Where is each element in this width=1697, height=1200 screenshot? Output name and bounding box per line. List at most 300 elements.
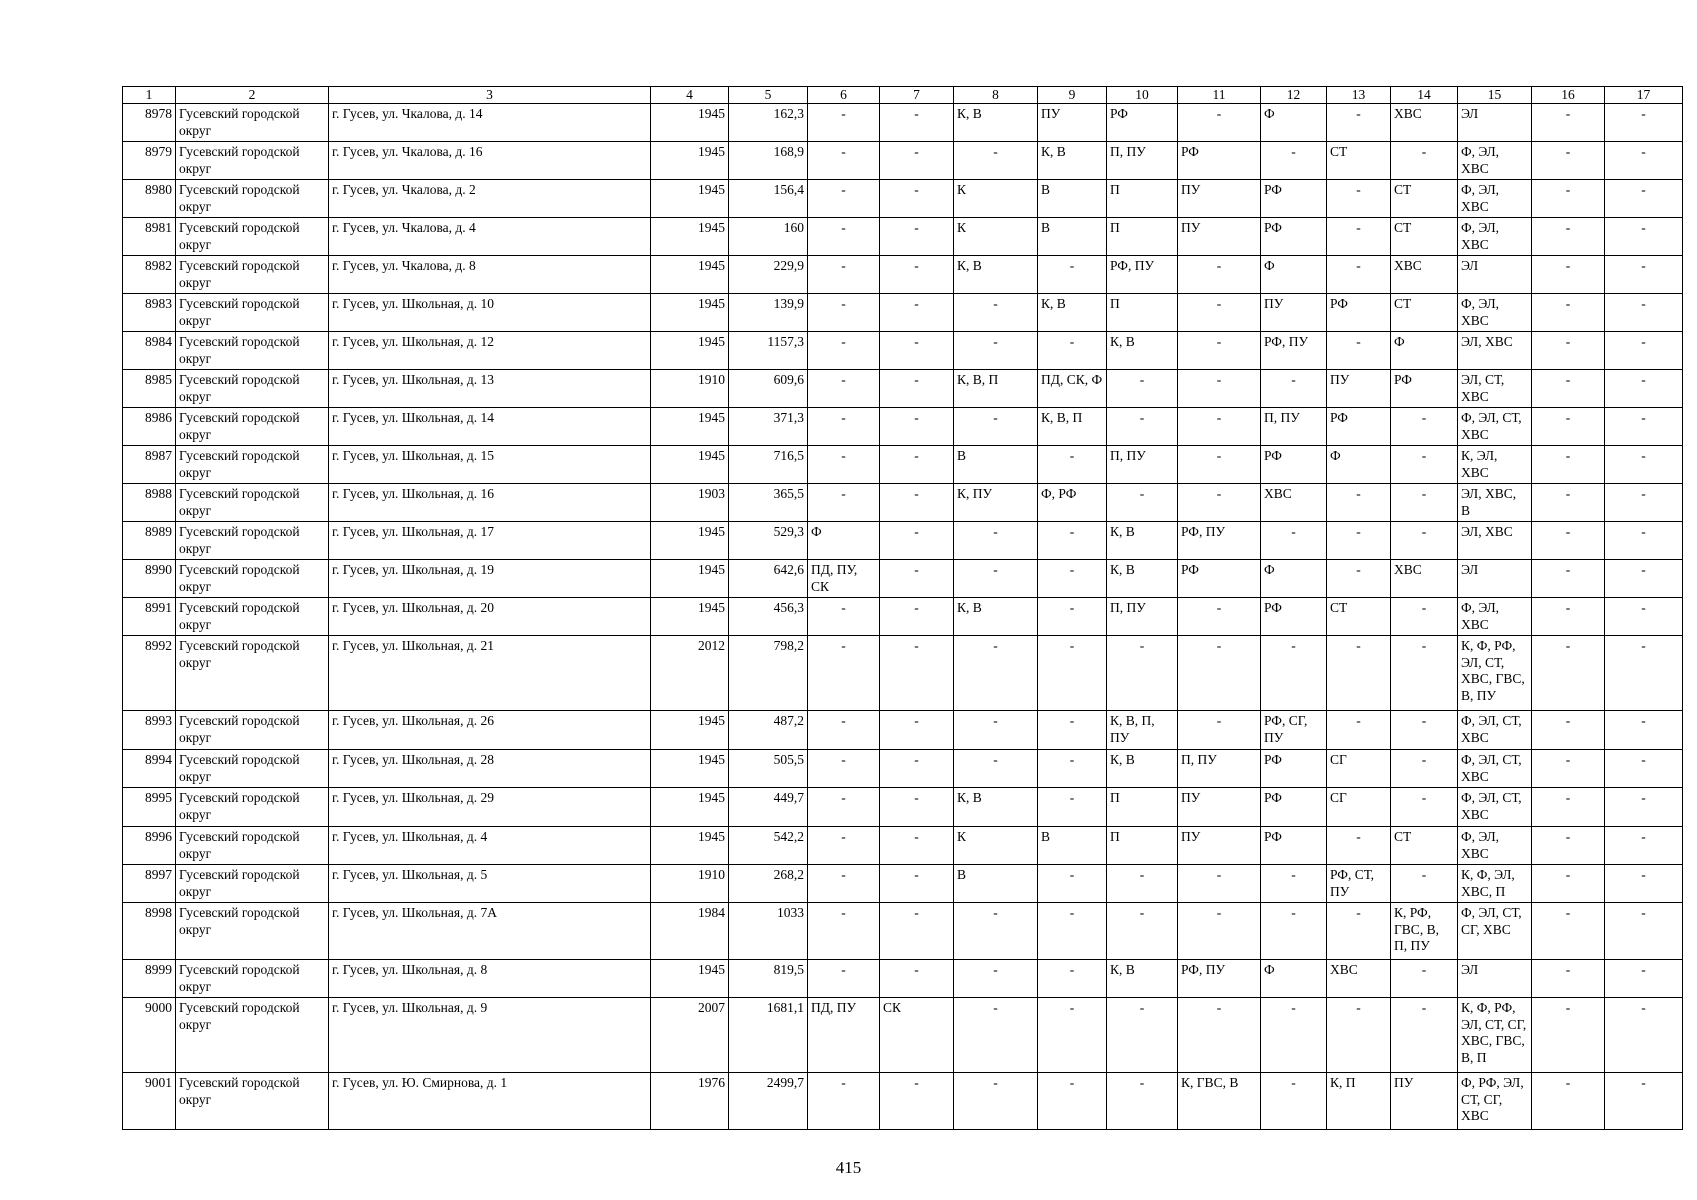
table-cell: -: [1605, 903, 1683, 960]
table-cell: 542,2: [729, 827, 808, 865]
table-cell: г. Гусев, ул. Школьная, д. 8: [329, 960, 651, 998]
table-cell: Ф: [1261, 104, 1327, 142]
table-cell: -: [1391, 788, 1458, 827]
table-cell: -: [1391, 960, 1458, 998]
page-number: 415: [835, 1158, 862, 1177]
table-cell: -: [1605, 332, 1683, 370]
table-cell: Гусевский городской округ: [176, 636, 329, 711]
table-cell: 8997: [123, 865, 176, 903]
table-cell: -: [1532, 180, 1605, 218]
table-cell: -: [1391, 446, 1458, 484]
table-cell: -: [1532, 998, 1605, 1073]
table-cell: -: [1532, 598, 1605, 636]
table-cell: -: [954, 560, 1038, 598]
table-cell: 156,4: [729, 180, 808, 218]
table-cell: -: [880, 408, 954, 446]
table-cell: К, В, П: [954, 370, 1038, 408]
table-row: [123, 998, 1683, 1073]
table-cell: 1910: [651, 865, 729, 903]
table-cell: -: [1532, 370, 1605, 408]
table-cell: -: [954, 711, 1038, 750]
table-cell: -: [1391, 522, 1458, 560]
table-cell: -: [1605, 180, 1683, 218]
table-cell: 8983: [123, 294, 176, 332]
table-cell: ЭЛ: [1458, 256, 1532, 294]
table-cell: -: [1178, 865, 1261, 903]
table-cell: -: [880, 711, 954, 750]
table-cell: К, В: [1107, 332, 1178, 370]
table-cell: -: [880, 1073, 954, 1130]
table-cell: -: [1391, 408, 1458, 446]
table-cell: -: [808, 332, 880, 370]
table-cell: Гусевский городской округ: [176, 332, 329, 370]
table-cell: -: [1038, 865, 1107, 903]
table-cell: Гусевский городской округ: [176, 218, 329, 256]
column-header: 2: [176, 87, 329, 104]
table-cell: г. Гусев, ул. Школьная, д. 16: [329, 484, 651, 522]
table-cell: -: [1605, 598, 1683, 636]
table-cell: 8994: [123, 750, 176, 788]
table-cell: -: [1038, 1073, 1107, 1130]
table-cell: г. Гусев, ул. Школьная, д. 7А: [329, 903, 651, 960]
table-cell: К, Ф, РФ, ЭЛ, СТ, СГ, ХВС, ГВС, В, П: [1458, 998, 1532, 1073]
table-cell: СГ: [1327, 788, 1391, 827]
column-header: 16: [1532, 87, 1605, 104]
table-cell: 1033: [729, 903, 808, 960]
table-cell: 8988: [123, 484, 176, 522]
table-cell: Гусевский городской округ: [176, 711, 329, 750]
table-cell: 8990: [123, 560, 176, 598]
table-cell: -: [880, 903, 954, 960]
table-cell: г. Гусев, ул. Чкалова, д. 16: [329, 142, 651, 180]
table-cell: г. Гусев, ул. Школьная, д. 17: [329, 522, 651, 560]
table-cell: РФ: [1327, 408, 1391, 446]
table-cell: -: [1532, 256, 1605, 294]
table-cell: Гусевский городской округ: [176, 104, 329, 142]
table-cell: -: [880, 636, 954, 711]
table-cell: РФ: [1178, 560, 1261, 598]
column-header: 14: [1391, 87, 1458, 104]
table-cell: г. Гусев, ул. Школьная, д. 21: [329, 636, 651, 711]
table-cell: 487,2: [729, 711, 808, 750]
table-cell: г. Гусев, ул. Школьная, д. 28: [329, 750, 651, 788]
column-header: 4: [651, 87, 729, 104]
table-cell: 642,6: [729, 560, 808, 598]
table-cell: К, РФ, ГВС, В, П, ПУ: [1391, 903, 1458, 960]
table-cell: 365,5: [729, 484, 808, 522]
table-cell: г. Гусев, ул. Школьная, д. 13: [329, 370, 651, 408]
table-cell: -: [1605, 560, 1683, 598]
table-cell: РФ: [1261, 180, 1327, 218]
table-cell: -: [808, 446, 880, 484]
table-row: [123, 332, 1683, 370]
table-cell: СТ: [1327, 142, 1391, 180]
table-cell: -: [1107, 484, 1178, 522]
table-cell: -: [1038, 998, 1107, 1073]
table-cell: -: [1038, 446, 1107, 484]
table-cell: 1945: [651, 218, 729, 256]
table-cell: РФ: [1178, 142, 1261, 180]
table-cell: г. Гусев, ул. Чкалова, д. 8: [329, 256, 651, 294]
table-cell: 1945: [651, 294, 729, 332]
table-row: [123, 1073, 1683, 1130]
table-cell: 8980: [123, 180, 176, 218]
table-cell: ПУ: [1178, 180, 1261, 218]
column-header: 1: [123, 87, 176, 104]
table-cell: К, ПУ: [954, 484, 1038, 522]
table-cell: Ф, ЭЛ, СТ, ХВС: [1458, 711, 1532, 750]
table-cell: г. Гусев, ул. Школьная, д. 5: [329, 865, 651, 903]
table-row: [123, 104, 1683, 142]
table-row: [123, 560, 1683, 598]
table-cell: 1945: [651, 446, 729, 484]
table-cell: 819,5: [729, 960, 808, 998]
table-cell: 2499,7: [729, 1073, 808, 1130]
table-cell: -: [880, 484, 954, 522]
table-cell: 8989: [123, 522, 176, 560]
table-cell: ЭЛ, ХВС: [1458, 522, 1532, 560]
table-cell: 1945: [651, 750, 729, 788]
table-cell: 8995: [123, 788, 176, 827]
table-cell: Гусевский городской округ: [176, 865, 329, 903]
table-cell: 139,9: [729, 294, 808, 332]
column-header: 12: [1261, 87, 1327, 104]
table-cell: Ф: [1327, 446, 1391, 484]
table-cell: -: [1107, 903, 1178, 960]
table-cell: Ф, ЭЛ, СТ, СГ, ХВС: [1458, 903, 1532, 960]
table-cell: -: [880, 104, 954, 142]
table-cell: ЭЛ, ХВС, В: [1458, 484, 1532, 522]
table-cell: -: [1391, 750, 1458, 788]
table-cell: 1976: [651, 1073, 729, 1130]
table-cell: 1945: [651, 104, 729, 142]
table-cell: К, Ф, РФ, ЭЛ, СТ, ХВС, ГВС, В, ПУ: [1458, 636, 1532, 711]
table-cell: -: [1178, 294, 1261, 332]
table-cell: 8981: [123, 218, 176, 256]
table-cell: Гусевский городской округ: [176, 256, 329, 294]
table-cell: 1945: [651, 256, 729, 294]
table-cell: ЭЛ: [1458, 104, 1532, 142]
table-cell: 1945: [651, 408, 729, 446]
table-cell: Ф: [808, 522, 880, 560]
table-cell: 8987: [123, 446, 176, 484]
table-cell: -: [1605, 370, 1683, 408]
table-cell: ХВС: [1261, 484, 1327, 522]
table-cell: 160: [729, 218, 808, 256]
table-cell: ПУ: [1178, 827, 1261, 865]
table-cell: г. Гусев, ул. Чкалова, д. 2: [329, 180, 651, 218]
table-cell: -: [880, 446, 954, 484]
table-cell: Ф, РФ, ЭЛ, СТ, СГ, ХВС: [1458, 1073, 1532, 1130]
table-cell: 268,2: [729, 865, 808, 903]
column-header: 5: [729, 87, 808, 104]
column-header: 15: [1458, 87, 1532, 104]
table-cell: К, В: [1107, 522, 1178, 560]
table-cell: -: [1605, 104, 1683, 142]
table-cell: -: [1605, 294, 1683, 332]
table-cell: ПД, ПУ, СК: [808, 560, 880, 598]
table-cell: -: [954, 960, 1038, 998]
table-cell: -: [954, 750, 1038, 788]
column-header: 17: [1605, 87, 1683, 104]
table-row: [123, 750, 1683, 788]
table-cell: ХВС: [1327, 960, 1391, 998]
table-cell: К, В: [954, 788, 1038, 827]
table-row: [123, 294, 1683, 332]
table-cell: 8999: [123, 960, 176, 998]
table-cell: -: [1605, 960, 1683, 998]
table-cell: -: [1532, 560, 1605, 598]
table-cell: 1945: [651, 180, 729, 218]
table-cell: -: [880, 256, 954, 294]
table-cell: -: [1107, 636, 1178, 711]
table-cell: 1945: [651, 522, 729, 560]
table-cell: К, В, П, ПУ: [1107, 711, 1178, 750]
table-cell: -: [1178, 446, 1261, 484]
table-cell: К: [954, 180, 1038, 218]
table-cell: Гусевский городской округ: [176, 560, 329, 598]
table-cell: -: [1532, 903, 1605, 960]
table-cell: К, В: [954, 598, 1038, 636]
table-row: [123, 446, 1683, 484]
table-cell: К: [954, 827, 1038, 865]
table-cell: П, ПУ: [1107, 446, 1178, 484]
table-cell: 1945: [651, 788, 729, 827]
table-cell: -: [1178, 256, 1261, 294]
table-cell: 716,5: [729, 446, 808, 484]
table-cell: -: [1261, 1073, 1327, 1130]
table-cell: -: [880, 332, 954, 370]
table-cell: 1157,3: [729, 332, 808, 370]
table-cell: РФ, ПУ: [1178, 522, 1261, 560]
table-cell: П: [1107, 218, 1178, 256]
table-row: [123, 522, 1683, 560]
table-cell: -: [1605, 865, 1683, 903]
table-cell: РФ: [1261, 827, 1327, 865]
table-cell: г. Гусев, ул. Школьная, д. 9: [329, 998, 651, 1073]
table-cell: ПУ: [1261, 294, 1327, 332]
table-cell: -: [808, 1073, 880, 1130]
table-cell: К, В, П: [1038, 408, 1107, 446]
table-cell: -: [808, 750, 880, 788]
table-cell: ПУ: [1178, 788, 1261, 827]
table-cell: СТ: [1391, 218, 1458, 256]
table-cell: -: [1261, 636, 1327, 711]
table-cell: -: [1038, 750, 1107, 788]
table-cell: 1910: [651, 370, 729, 408]
table-cell: П, ПУ: [1107, 598, 1178, 636]
table-cell: 8984: [123, 332, 176, 370]
column-header: 10: [1107, 87, 1178, 104]
table-cell: -: [1038, 711, 1107, 750]
table-cell: Ф, ЭЛ, ХВС: [1458, 142, 1532, 180]
table-cell: ЭЛ: [1458, 560, 1532, 598]
table-cell: -: [1107, 865, 1178, 903]
table-cell: П, ПУ: [1178, 750, 1261, 788]
table-cell: РФ: [1327, 294, 1391, 332]
table-cell: г. Гусев, ул. Школьная, д. 14: [329, 408, 651, 446]
column-header: 6: [808, 87, 880, 104]
table-cell: РФ, СТ, ПУ: [1327, 865, 1391, 903]
table-cell: 8996: [123, 827, 176, 865]
table-cell: Ф, ЭЛ, СТ, ХВС: [1458, 788, 1532, 827]
table-cell: -: [1605, 256, 1683, 294]
table-cell: К, В: [954, 256, 1038, 294]
table-cell: -: [1327, 560, 1391, 598]
table-cell: -: [880, 827, 954, 865]
table-cell: Гусевский городской округ: [176, 960, 329, 998]
table-cell: -: [808, 711, 880, 750]
table-cell: -: [808, 788, 880, 827]
table-cell: -: [954, 332, 1038, 370]
table-cell: -: [1532, 408, 1605, 446]
table-cell: г. Гусев, ул. Школьная, д. 29: [329, 788, 651, 827]
table-cell: -: [1391, 598, 1458, 636]
table-cell: ХВС: [1391, 560, 1458, 598]
table-cell: 8992: [123, 636, 176, 711]
table-cell: Гусевский городской округ: [176, 788, 329, 827]
table-cell: -: [880, 598, 954, 636]
table-cell: -: [1178, 598, 1261, 636]
table-cell: К: [954, 218, 1038, 256]
table-cell: П: [1107, 827, 1178, 865]
table-cell: Гусевский городской округ: [176, 598, 329, 636]
table-cell: -: [1261, 370, 1327, 408]
table-cell: 1903: [651, 484, 729, 522]
table-cell: 9001: [123, 1073, 176, 1130]
table-cell: 8998: [123, 903, 176, 960]
table-cell: Ф, ЭЛ, СТ, ХВС: [1458, 750, 1532, 788]
table-cell: -: [808, 104, 880, 142]
table-cell: К, П: [1327, 1073, 1391, 1130]
table-cell: -: [1178, 104, 1261, 142]
table-cell: -: [1178, 711, 1261, 750]
table-cell: -: [1532, 484, 1605, 522]
table-cell: В: [1038, 218, 1107, 256]
table-cell: СТ: [1391, 827, 1458, 865]
table-cell: -: [1327, 332, 1391, 370]
table-cell: -: [1605, 636, 1683, 711]
table-row: [123, 484, 1683, 522]
table-cell: 1945: [651, 960, 729, 998]
table-cell: -: [1327, 711, 1391, 750]
table-cell: -: [880, 522, 954, 560]
table-cell: -: [1605, 998, 1683, 1073]
table-row: [123, 711, 1683, 750]
table-cell: -: [1327, 256, 1391, 294]
table-cell: -: [1107, 408, 1178, 446]
table-cell: -: [880, 788, 954, 827]
table-row: [123, 408, 1683, 446]
table-cell: ПУ: [1178, 218, 1261, 256]
table-cell: СТ: [1391, 294, 1458, 332]
column-header: 3: [329, 87, 651, 104]
table-cell: -: [1038, 560, 1107, 598]
table-cell: Ф, ЭЛ, ХВС: [1458, 827, 1532, 865]
table-cell: -: [880, 960, 954, 998]
table-cell: г. Гусев, ул. Ю. Смирнова, д. 1: [329, 1073, 651, 1130]
table-cell: Гусевский городской округ: [176, 998, 329, 1073]
table-row: [123, 960, 1683, 998]
table-cell: -: [1038, 960, 1107, 998]
table-row: [123, 370, 1683, 408]
table-cell: -: [808, 865, 880, 903]
table-cell: ПД, СК, Ф: [1038, 370, 1107, 408]
table-cell: -: [1532, 294, 1605, 332]
table-cell: 8991: [123, 598, 176, 636]
table-cell: -: [1327, 998, 1391, 1073]
table-cell: -: [1038, 256, 1107, 294]
table-cell: 798,2: [729, 636, 808, 711]
table-cell: СТ: [1327, 598, 1391, 636]
table-cell: Гусевский городской округ: [176, 446, 329, 484]
table-cell: -: [1261, 903, 1327, 960]
table-cell: Ф: [1261, 960, 1327, 998]
table-body: [123, 104, 1683, 1130]
table-cell: -: [1605, 711, 1683, 750]
table-cell: -: [1605, 750, 1683, 788]
table-cell: -: [808, 370, 880, 408]
table-cell: ПУ: [1327, 370, 1391, 408]
table-cell: Гусевский городской округ: [176, 180, 329, 218]
table-cell: -: [1532, 446, 1605, 484]
table-cell: 1945: [651, 142, 729, 180]
table-cell: -: [1532, 332, 1605, 370]
table-cell: К, ЭЛ, ХВС: [1458, 446, 1532, 484]
table-row: [123, 142, 1683, 180]
table-cell: -: [1327, 484, 1391, 522]
table-cell: П: [1107, 294, 1178, 332]
table-cell: -: [1532, 218, 1605, 256]
table-cell: РФ: [1261, 598, 1327, 636]
table-cell: -: [1178, 332, 1261, 370]
table-cell: г. Гусев, ул. Школьная, д. 4: [329, 827, 651, 865]
table-cell: -: [880, 180, 954, 218]
table-cell: -: [808, 484, 880, 522]
table-cell: П, ПУ: [1261, 408, 1327, 446]
table-cell: -: [1391, 636, 1458, 711]
table-row: [123, 256, 1683, 294]
table-cell: -: [1605, 142, 1683, 180]
table-cell: -: [808, 827, 880, 865]
table-cell: -: [1178, 998, 1261, 1073]
table-cell: К, ГВС, В: [1178, 1073, 1261, 1130]
table-cell: -: [1261, 522, 1327, 560]
table-cell: 9000: [123, 998, 176, 1073]
table-cell: К, В: [1038, 294, 1107, 332]
table-row: [123, 827, 1683, 865]
table-cell: г. Гусев, ул. Школьная, д. 15: [329, 446, 651, 484]
table-cell: -: [1327, 903, 1391, 960]
table-cell: -: [1605, 218, 1683, 256]
table-cell: Гусевский городской округ: [176, 408, 329, 446]
table-cell: -: [954, 142, 1038, 180]
table-cell: -: [1327, 180, 1391, 218]
table-cell: Ф, ЭЛ, ХВС: [1458, 294, 1532, 332]
table-cell: Гусевский городской округ: [176, 484, 329, 522]
table-cell: 8986: [123, 408, 176, 446]
table-row: [123, 865, 1683, 903]
table-cell: -: [1605, 1073, 1683, 1130]
table-cell: Гусевский городской округ: [176, 142, 329, 180]
table-row: [123, 598, 1683, 636]
table-cell: -: [1178, 408, 1261, 446]
table-cell: Ф: [1261, 256, 1327, 294]
table-row: [123, 180, 1683, 218]
table-cell: 8993: [123, 711, 176, 750]
table-cell: 2012: [651, 636, 729, 711]
table-cell: 1945: [651, 560, 729, 598]
